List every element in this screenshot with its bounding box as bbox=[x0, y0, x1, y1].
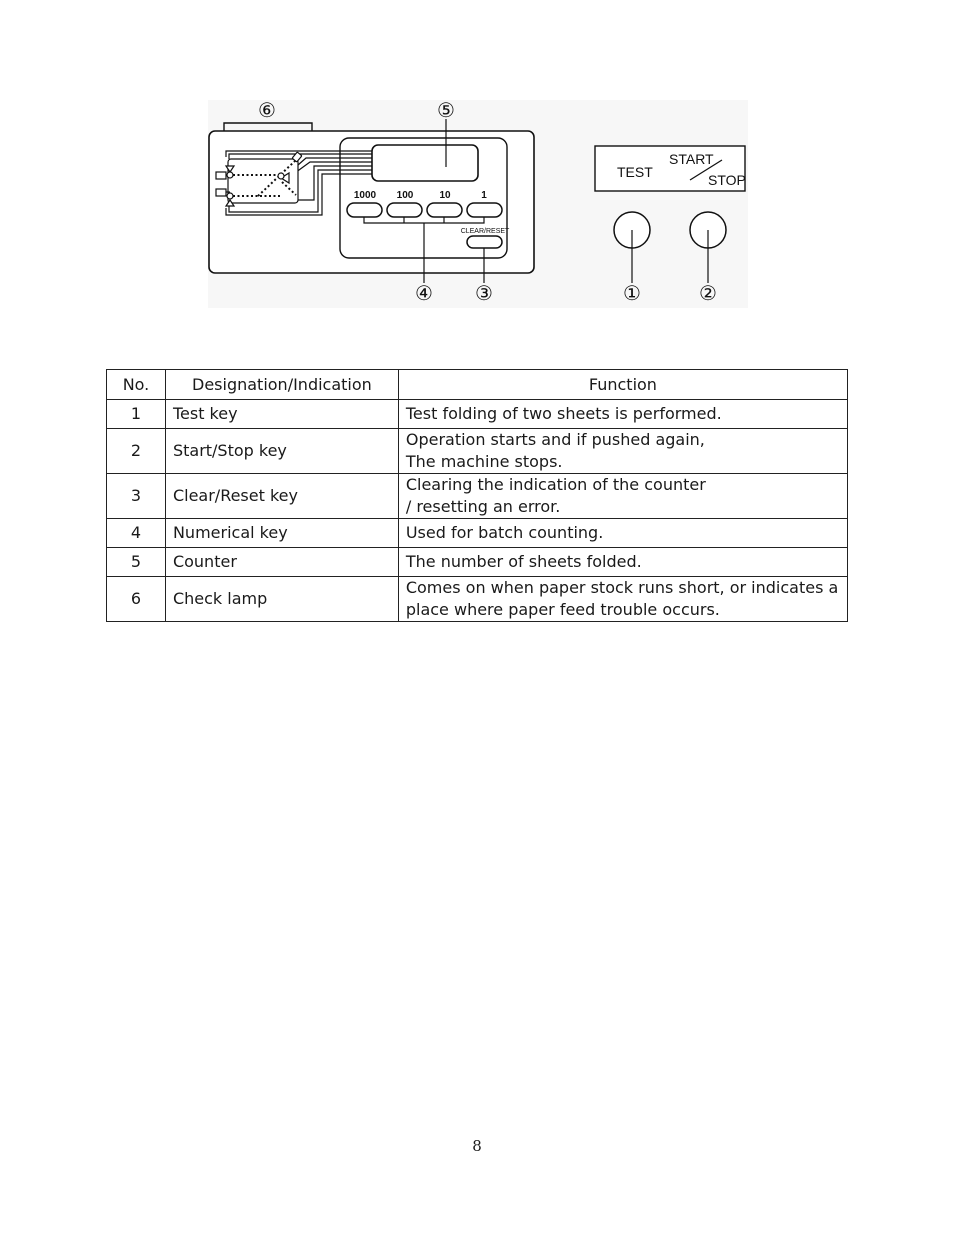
table-row bbox=[107, 400, 848, 429]
table-row bbox=[107, 519, 848, 548]
header-function: Function bbox=[398, 370, 847, 400]
key-10-label: 10 bbox=[439, 190, 451, 201]
key-1-button bbox=[467, 203, 502, 217]
table-row bbox=[107, 548, 848, 577]
row-no: 2 bbox=[107, 429, 166, 474]
key-1000-button bbox=[347, 203, 382, 217]
key-function-table bbox=[106, 369, 848, 622]
row-function bbox=[398, 548, 847, 577]
row-function bbox=[398, 400, 847, 429]
counter-display bbox=[372, 145, 478, 181]
callout-3: ③ bbox=[475, 283, 493, 305]
table-header-row bbox=[107, 370, 848, 400]
table-row bbox=[107, 429, 848, 474]
row-no: 3 bbox=[107, 474, 166, 519]
function-line: The number of sheets folded. bbox=[405, 552, 642, 571]
table-row bbox=[107, 577, 848, 622]
function-line: Test folding of two sheets is performed. bbox=[405, 404, 722, 423]
header-designation: Designation/Indication bbox=[165, 370, 398, 400]
callout-6: ⑥ bbox=[258, 100, 276, 122]
clear-reset-label: CLEAR/RESET bbox=[460, 228, 510, 235]
row-designation: Numerical key bbox=[165, 519, 398, 548]
page-number: 8 bbox=[472, 1137, 482, 1155]
header-no: No. bbox=[107, 370, 166, 400]
row-designation: Check lamp bbox=[165, 577, 398, 622]
row-no: 6 bbox=[107, 577, 166, 622]
function-line: / resetting an error. bbox=[405, 497, 561, 516]
key-100-label: 100 bbox=[396, 190, 414, 201]
control-panel-figure bbox=[0, 0, 954, 330]
function-line: place where paper feed trouble occurs. bbox=[405, 600, 720, 619]
callout-5: ⑤ bbox=[437, 100, 455, 122]
clear-reset-button bbox=[467, 236, 502, 248]
key-1000-label: 1000 bbox=[353, 190, 377, 201]
callout-4: ④ bbox=[415, 283, 433, 305]
row-function bbox=[398, 474, 847, 519]
stop-label: STOP bbox=[708, 172, 746, 188]
start-label: START bbox=[669, 151, 714, 167]
test-label: TEST bbox=[617, 164, 653, 180]
function-line: Used for batch counting. bbox=[405, 523, 604, 542]
callout-2: ② bbox=[699, 283, 717, 305]
table-row bbox=[107, 474, 848, 519]
control-panel-diagram bbox=[0, 0, 954, 330]
row-designation: Counter bbox=[165, 548, 398, 577]
row-designation: Start/Stop key bbox=[165, 429, 398, 474]
row-no: 5 bbox=[107, 548, 166, 577]
row-function bbox=[398, 429, 847, 474]
row-designation: Clear/Reset key bbox=[165, 474, 398, 519]
function-line: Comes on when paper stock runs short, or indicates a bbox=[405, 578, 839, 597]
row-function bbox=[398, 519, 847, 548]
callout-1: ① bbox=[623, 283, 641, 305]
function-line: Operation starts and if pushed again, bbox=[405, 430, 705, 449]
row-no: 1 bbox=[107, 400, 166, 429]
function-line: The machine stops. bbox=[405, 452, 563, 471]
key-10-button bbox=[427, 203, 462, 217]
key-100-button bbox=[387, 203, 422, 217]
key-1-label: 1 bbox=[481, 190, 487, 201]
function-line: Clearing the indication of the counter bbox=[405, 475, 706, 494]
row-no: 4 bbox=[107, 519, 166, 548]
row-function bbox=[398, 577, 847, 622]
row-designation: Test key bbox=[165, 400, 398, 429]
